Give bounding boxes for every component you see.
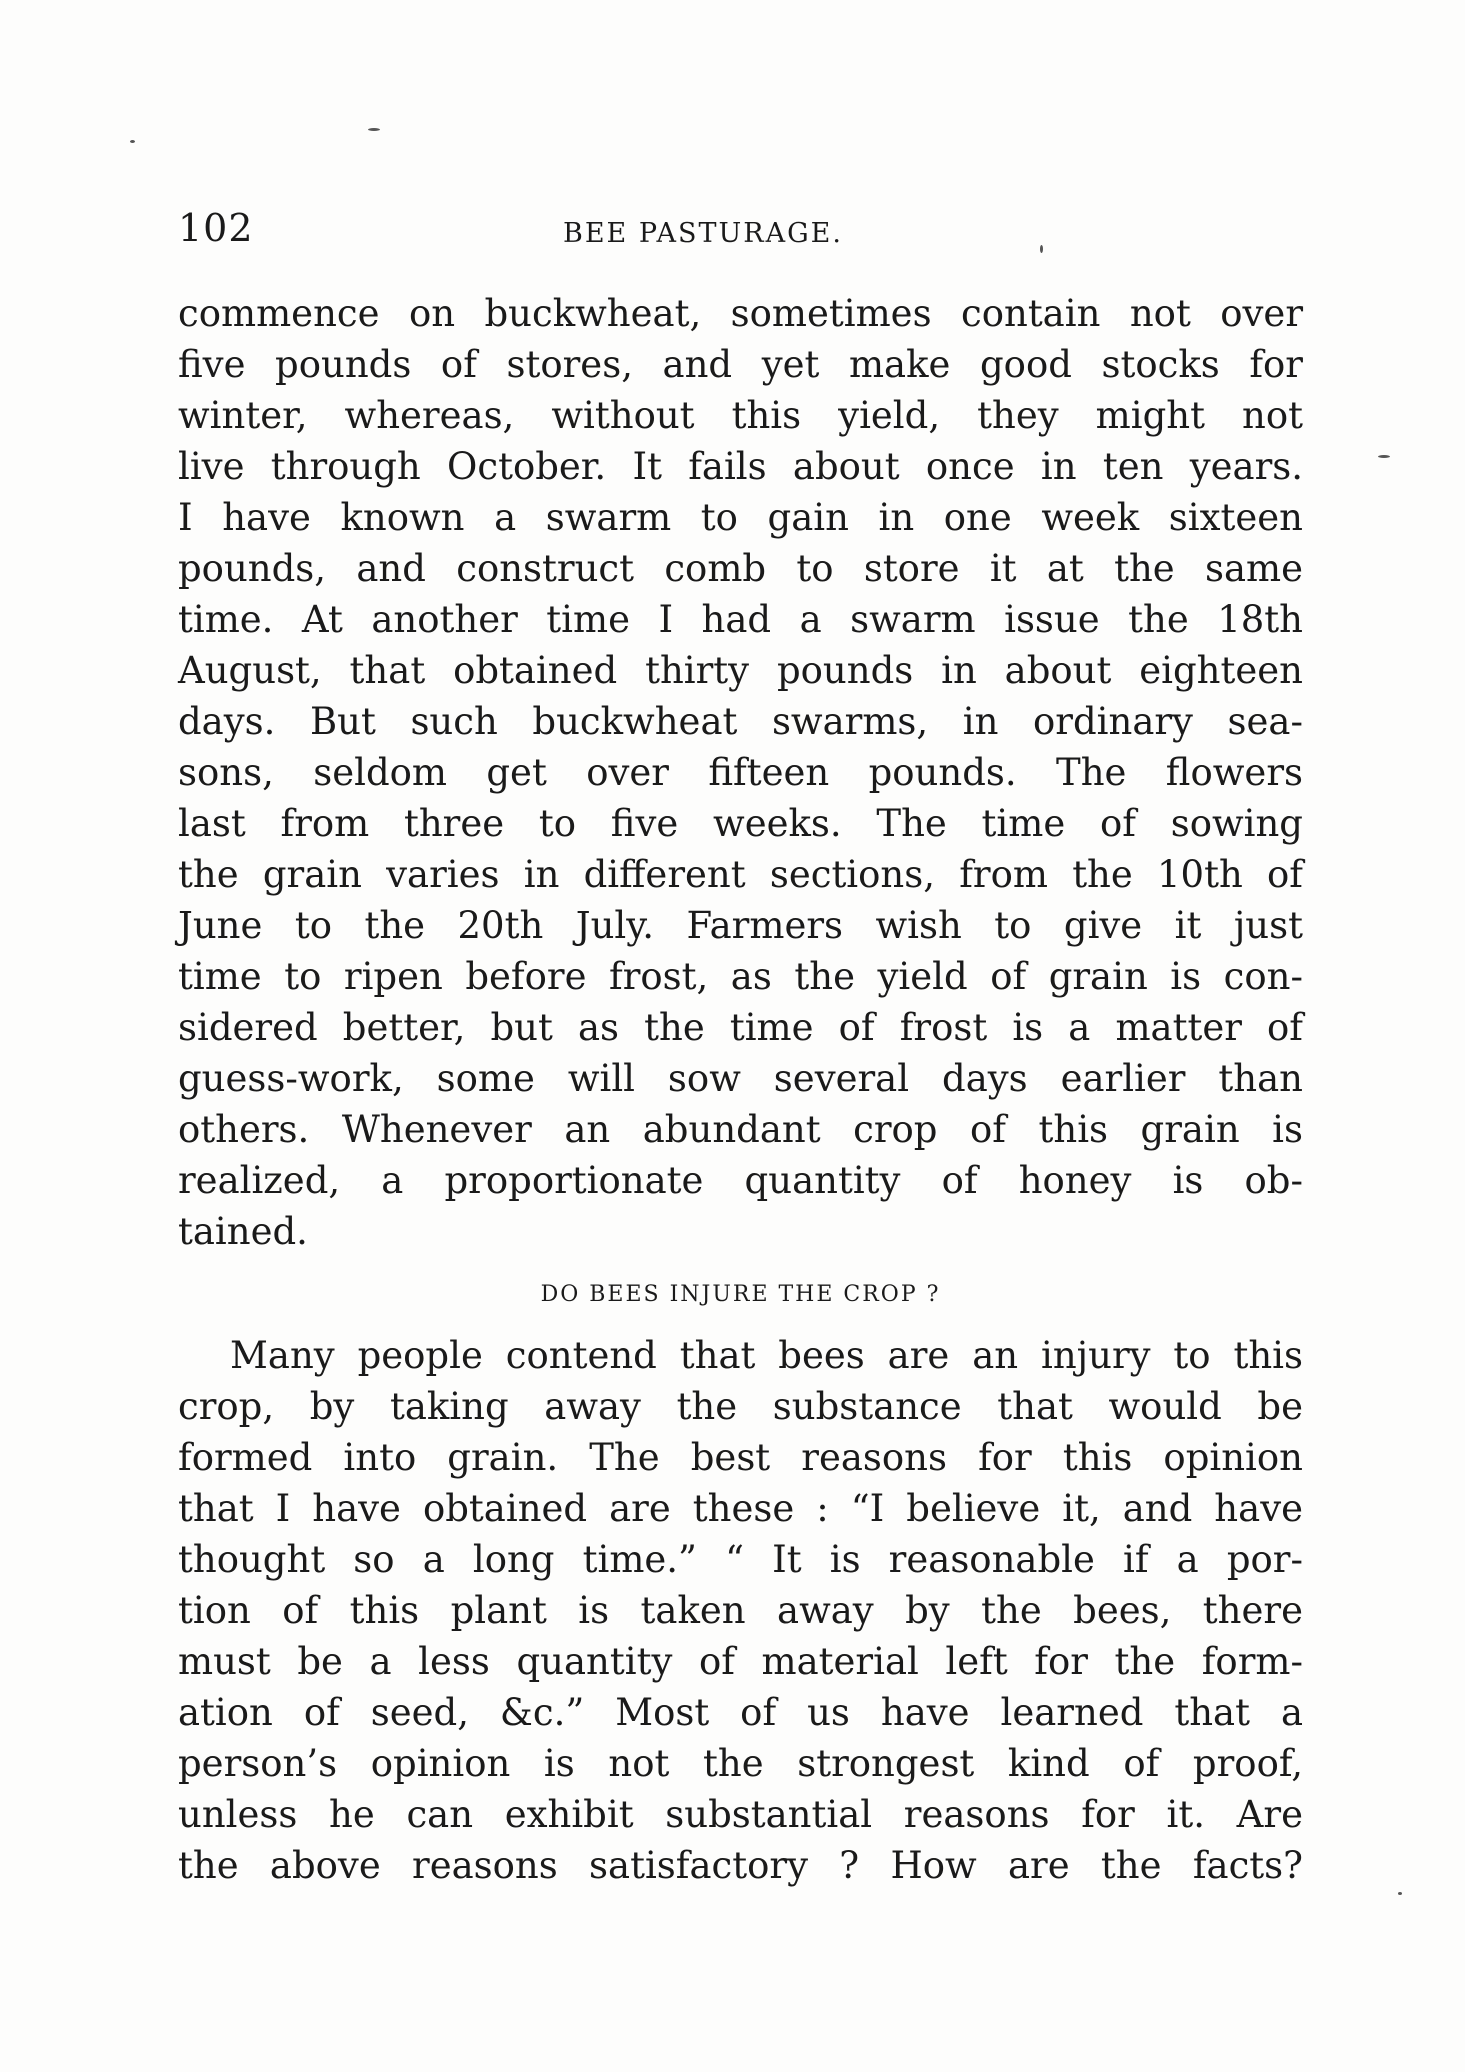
text-line: tion of this plant is taken away by the bees, there [178,1589,1303,1632]
text-line: others. Whenever an abundant crop of this grain is [178,1108,1303,1151]
text-line: June to the 20th July. Farmers wish to give it just [178,904,1303,947]
text-line: the above reasons satisfactory ? How are the facts? [178,1844,1303,1887]
text-line: thought so a long time.” “ It is reasonable if a por- [178,1538,1303,1581]
text-line: realized, a proportionate quantity of honey is ob- [178,1159,1303,1202]
text-line: crop, by taking away the substance that would be [178,1385,1303,1428]
text-line: sidered better, but as the time of frost is a matter of [178,1006,1303,1049]
scan-speck [1040,245,1043,253]
text-line: days. But such buckwheat swarms, in ordinary sea- [178,700,1303,743]
text-line: August, that obtained thirty pounds in about eighteen [178,649,1303,692]
text-line: winter, whereas, without this yield, they might not [178,394,1303,437]
text-line: ation of seed, &c.” Most of us have learned that a [178,1691,1303,1734]
text-line: live through October. It fails about once in ten years. [178,445,1303,488]
page-number: 102 [178,206,254,250]
text-line: sons, seldom get over fifteen pounds. The flowers [178,751,1303,794]
scan-speck [368,128,380,131]
paragraph-buckwheat-yield [178,288,1303,1257]
running-title: BEE PASTURAGE. [563,218,843,249]
text-line: five pounds of stores, and yet make good stocks for [178,343,1303,386]
text-line: last from three to five weeks. The time of sowing [178,802,1303,845]
scan-speck [1378,455,1390,458]
text-line: I have known a swarm to gain in one week sixteen [178,496,1303,539]
text-line: unless he can exhibit substantial reasons for it. Are [178,1793,1303,1836]
text-line: commence on buckwheat, sometimes contain not over [178,292,1303,335]
text-line: pounds, and construct comb to store it at the same [178,547,1303,590]
text-line: time. At another time I had a swarm issue the 18th [178,598,1303,641]
text-line: formed into grain. The best reasons for this opinion [178,1436,1303,1479]
text-line: tained. [178,1210,308,1253]
text-line: must be a less quantity of material left for the form- [178,1640,1303,1683]
paragraph-bees-injure-crop [178,1330,1303,1891]
scan-speck [1398,1892,1402,1895]
text-line: that I have obtained are these : “I believe it, and have [178,1487,1303,1530]
text-line: time to ripen before frost, as the yield of grain is con- [178,955,1303,998]
running-head [178,206,1298,266]
text-line: the grain varies in different sections, from the 10th of [178,853,1303,896]
text-line: Many people contend that bees are an injury to this [230,1334,1303,1377]
section-heading: DO BEES INJURE THE CROP ? [540,1282,941,1307]
text-line: guess-work, some will sow several days earlier than [178,1057,1303,1100]
scan-speck [130,140,135,143]
text-line: person’s opinion is not the strongest kind of proof, [178,1742,1303,1785]
